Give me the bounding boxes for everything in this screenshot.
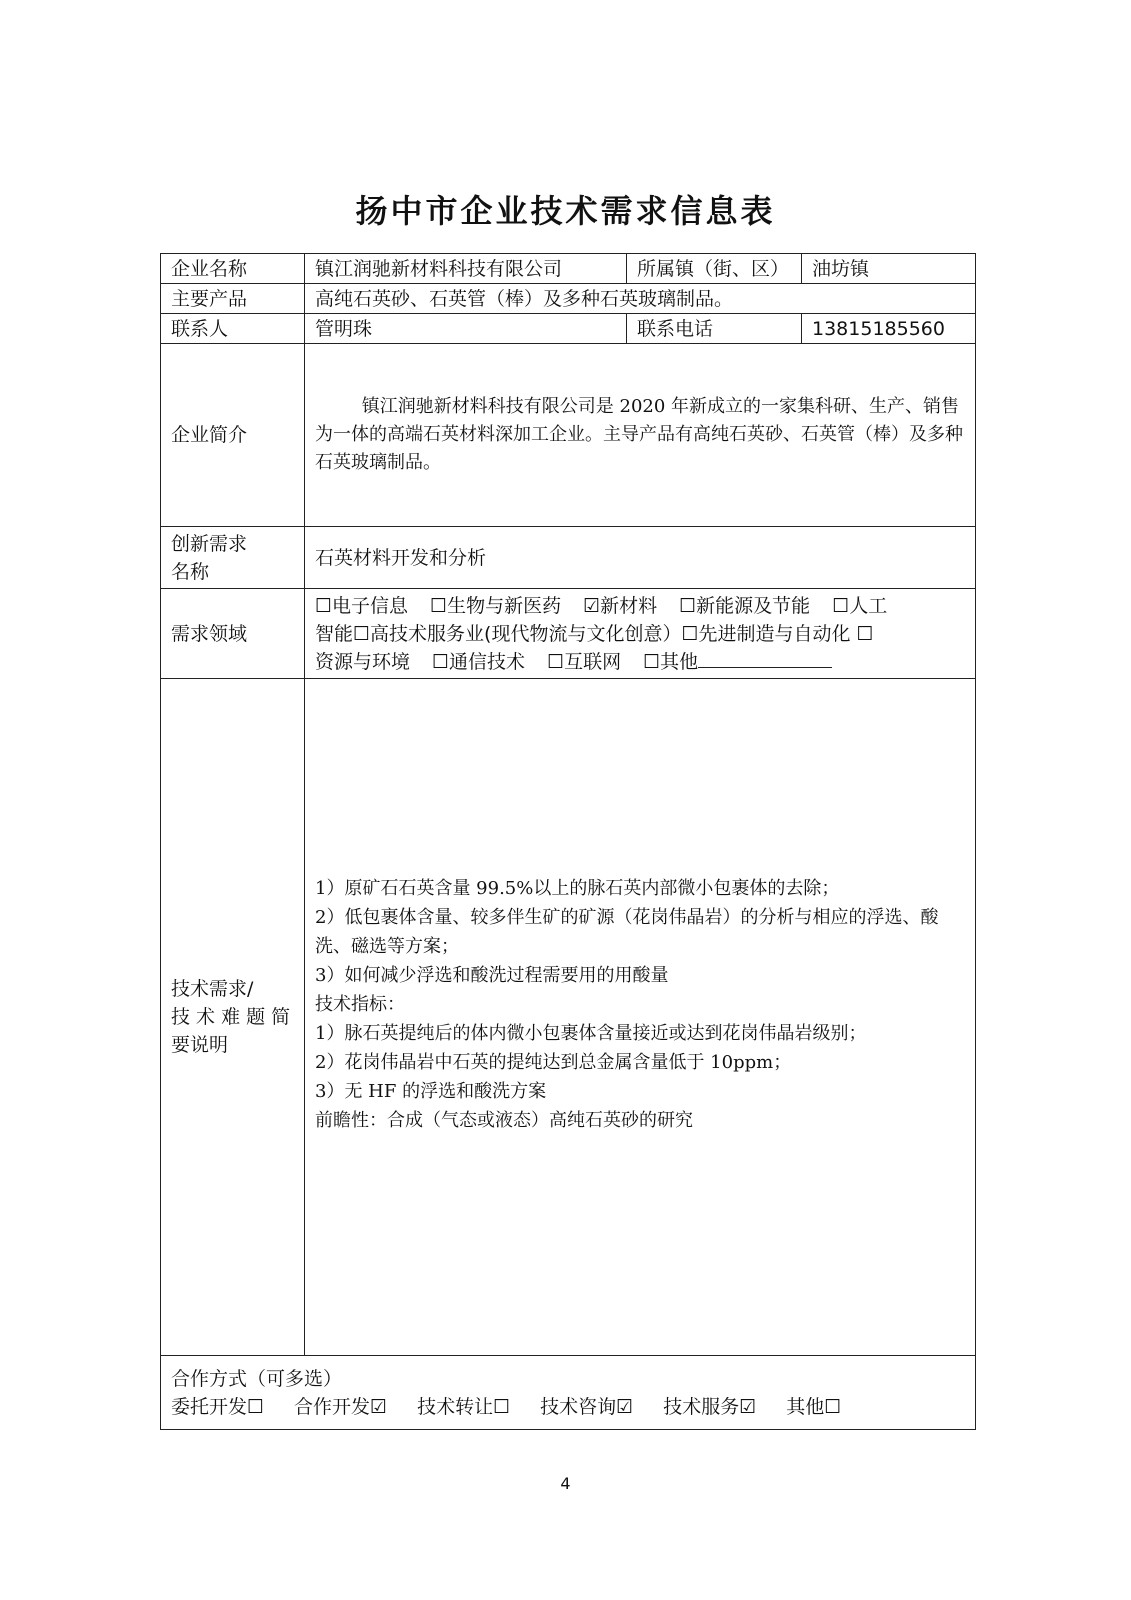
- tech-line: 3）如何减少浮选和酸洗过程需要用的用酸量: [315, 965, 669, 986]
- row-intro: [161, 344, 976, 527]
- tech-line: 2）花岗伟晶岩中石英的提纯达到总金属含量低于 10ppm；: [315, 1052, 792, 1073]
- value-company-name: 镇江润驰新材料科技有限公司: [305, 254, 627, 284]
- label-field: 需求领域: [161, 589, 305, 679]
- coop-option-commissioned[interactable]: 委托开发☐: [171, 1395, 265, 1418]
- cooperation-title: 合作方式（可多选）: [171, 1367, 343, 1390]
- cooperation-options: [171, 1393, 965, 1421]
- label-town: 所属镇（街、区）: [627, 254, 802, 284]
- tech-line: 2）低包裹体含量、较多伴生矿的矿源（花岗伟晶岩）的分析与相应的浮选、酸洗、磁选等方案；: [315, 907, 939, 957]
- tech-line: 3）无 HF 的浮选和酸洗方案: [315, 1081, 547, 1102]
- row-need-name: [161, 527, 976, 589]
- value-town: 油坊镇: [802, 254, 976, 284]
- label-need-name-line2: 名称: [171, 560, 210, 583]
- label-tech-line2: 技 术 难 题 简: [171, 1006, 291, 1028]
- field-option-new-materials[interactable]: ☑新材料: [583, 594, 658, 617]
- label-phone: 联系电话: [627, 314, 802, 344]
- field-option-bio-medicine[interactable]: ☐生物与新医药: [430, 594, 562, 617]
- coop-option-service[interactable]: 技术服务☑: [663, 1395, 757, 1418]
- coop-option-joint[interactable]: 合作开发☑: [294, 1395, 388, 1418]
- field-line-1: [315, 592, 965, 620]
- field-option-internet[interactable]: ☐互联网: [547, 650, 622, 673]
- value-main-products: 高纯石英砂、石英管（棒）及多种石英玻璃制品。: [305, 284, 976, 314]
- field-options: [305, 589, 976, 679]
- label-tech: [161, 679, 305, 1356]
- row-tech: [161, 679, 976, 1356]
- coop-option-transfer[interactable]: 技术转让☐: [417, 1395, 511, 1418]
- label-company-name: 企业名称: [161, 254, 305, 284]
- field-option-resources-env[interactable]: 资源与环境: [315, 650, 411, 673]
- tech-line: 前瞻性：合成（气态或液态）高纯石英砂的研究: [315, 1110, 693, 1131]
- page-title: 扬中市企业技术需求信息表: [355, 192, 776, 230]
- cooperation-cell: [161, 1356, 976, 1430]
- label-contact: 联系人: [161, 314, 305, 344]
- field-other-blank-line[interactable]: [698, 649, 832, 668]
- coop-option-consulting[interactable]: 技术咨询☑: [540, 1395, 634, 1418]
- demand-form-table: [160, 253, 976, 1430]
- field-option-new-energy[interactable]: ☐新能源及节能: [679, 594, 811, 617]
- label-main-products: 主要产品: [161, 284, 305, 314]
- value-phone: 13815185560: [802, 314, 976, 344]
- field-line-2-text[interactable]: 智能☐高技术服务业(现代物流与文化创意）☐先进制造与自动化 ☐: [315, 622, 874, 645]
- value-contact: 管明珠: [305, 314, 627, 344]
- value-intro: 镇江润驰新材料科技有限公司是 2020 年新成立的一家集科研、生产、销售为一体的高端石英材料深加工企业。主导产品有高纯石英砂、石英管（棒）及多种石英玻璃制品。: [315, 396, 963, 473]
- field-line-3: [315, 648, 965, 676]
- row-contact: [161, 314, 976, 344]
- label-tech-line1: 技术需求/: [171, 978, 254, 1000]
- field-line-2: [315, 620, 965, 648]
- field-option-telecom[interactable]: ☐通信技术: [432, 650, 526, 673]
- row-company: [161, 254, 976, 284]
- value-need-name: 石英材料开发和分析: [305, 527, 976, 589]
- tech-description: [305, 679, 976, 1356]
- tech-line: 1）原矿石石英含量 99.5%以上的脉石英内部微小包裹体的去除；: [315, 878, 840, 899]
- field-option-ai-part1[interactable]: ☐人工: [832, 594, 888, 617]
- page-number: 4: [560, 1474, 571, 1493]
- row-field: [161, 589, 976, 679]
- label-need-name: [161, 527, 305, 589]
- coop-option-other[interactable]: 其他☐: [786, 1395, 842, 1418]
- value-intro-cell: [305, 344, 976, 527]
- row-cooperation: [161, 1356, 976, 1430]
- row-products: [161, 284, 976, 314]
- tech-line: 技术指标：: [315, 994, 405, 1015]
- field-option-other[interactable]: ☐其他: [643, 650, 699, 673]
- label-intro: 企业简介: [161, 344, 305, 527]
- label-tech-line3: 要说明: [171, 1034, 229, 1056]
- tech-line: 1）脉石英提纯后的体内微小包裹体含量接近或达到花岗伟晶岩级别；: [315, 1023, 867, 1044]
- field-option-electronics[interactable]: ☐电子信息: [315, 594, 409, 617]
- label-need-name-line1: 创新需求: [171, 532, 248, 555]
